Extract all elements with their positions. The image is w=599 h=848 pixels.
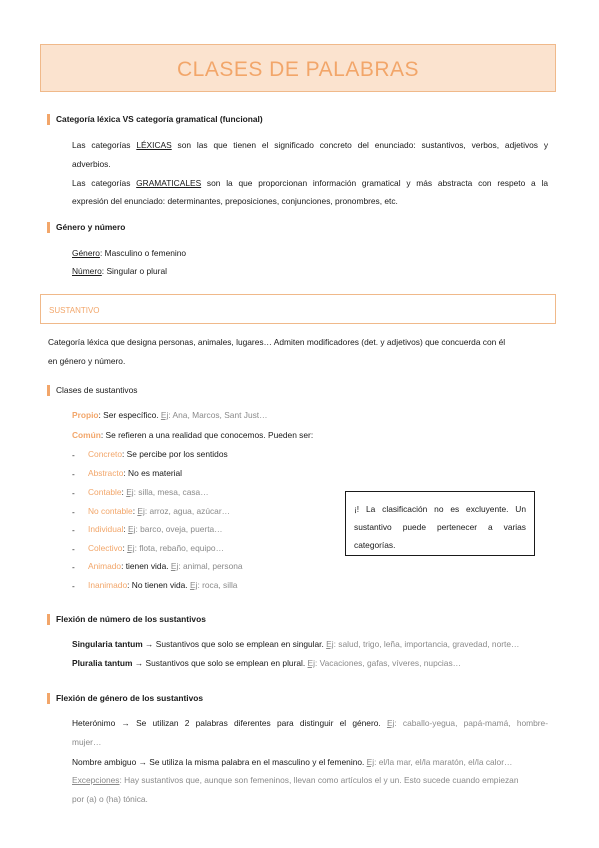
title-box bbox=[40, 44, 556, 92]
heteronimo-line: Heterónimo → Se utilizan 2 palabras diferentes para distinguir el género. Ej: caballo-yegua, papá-mamá, hombre- bbox=[72, 718, 549, 728]
sustantivo-definition-line-2: en género y número. bbox=[48, 356, 126, 366]
term-lexicas: LÉXICAS bbox=[136, 140, 172, 150]
lexical-paragraph-2: Las categorías GRAMATICALES son la que proporcionan información gramatical y más abstracta con respeto a la bbox=[72, 178, 548, 188]
note-line: categorías. bbox=[354, 540, 396, 550]
heteronimo-line-2: mujer… bbox=[72, 737, 102, 747]
lexical-paragraph-2-line-2: expresión del enunciado: determinantes, preposiciones, conjunciones, pronombres, etc. bbox=[72, 196, 398, 206]
heading-lexical: Categoría léxica VS categoría gramatical (funcional) bbox=[56, 114, 263, 124]
term-genero: Género bbox=[72, 248, 100, 258]
heading-clases: Clases de sustantivos bbox=[56, 385, 138, 395]
sustantivo-definition: Categoría léxica que designa personas, animales, lugares… Admiten modificadores (det. y adjetivos) que concuerda con él bbox=[48, 337, 506, 347]
list-item: Individual: Ej: barco, oveja, puerta… bbox=[88, 524, 223, 534]
lexical-paragraph-1: Las categorías LÉXICAS son las que tienen el significado concreto del enunciado: sustantivos, verbos, adjetivos y bbox=[72, 140, 549, 150]
page-title: CLASES DE PALABRAS bbox=[176, 58, 420, 81]
term-numero: Número bbox=[72, 266, 102, 276]
heading-genero-flex: Flexión de género de los sustantivos bbox=[56, 693, 204, 703]
excepciones-line-2: por (a) o (ha) tónica. bbox=[72, 794, 148, 804]
comun-label: Común bbox=[72, 430, 101, 440]
ambiguo-line: Nombre ambiguo → Se utiliza la misma palabra en el masculino y el femenino. Ej: el/la mar, el/la maratón, el/la calor… bbox=[72, 757, 513, 767]
section-marker bbox=[47, 693, 50, 704]
section-marker bbox=[47, 222, 50, 233]
list-item: Animado: tienen vida. Ej: animal, persona bbox=[88, 561, 243, 571]
list-item: No contable: Ej: arroz, agua, azúcar… bbox=[88, 506, 230, 516]
note-line: sustantivo puede pertenecer a varias bbox=[354, 522, 526, 532]
list-item: Abstracto: No es material bbox=[88, 468, 183, 478]
excepciones-line: Excepciones: Hay sustantivos que, aunque son femeninos, llevan como artículos el y un. Esto sucede cuando empiezan bbox=[72, 775, 519, 785]
heading-gender-number: Género y número bbox=[56, 222, 126, 232]
note-line: ¡! La clasificación no es excluyente. Un bbox=[354, 504, 526, 514]
singularia-line: Singularia tantum → Sustantivos que solo se emplean en singular. Ej: salud, trigo, leña, importancia, gravedad, norte… bbox=[72, 639, 520, 649]
sustantivo-header-box bbox=[40, 294, 556, 324]
list-item: Inanimado: No tienen vida. Ej: roca, silla bbox=[88, 580, 238, 590]
note-box bbox=[345, 491, 535, 556]
propio-line: Propio: Ser específico. Ej: Ana, Marcos, Sant Just… bbox=[72, 410, 268, 420]
genero-line: Género: Masculino o femenino bbox=[72, 248, 187, 258]
section-marker bbox=[47, 614, 50, 625]
list-item: Concreto: Se percibe por los sentidos bbox=[88, 449, 228, 459]
propio-label: Propio bbox=[72, 410, 99, 420]
pluralia-line: Pluralia tantum → Sustantivos que solo se emplean en plural. Ej: Vacaciones, gafas, víveres, nupcias… bbox=[72, 658, 462, 668]
section-marker bbox=[47, 114, 50, 125]
lexical-paragraph-1-line-2: adverbios. bbox=[72, 159, 111, 169]
section-marker bbox=[47, 385, 50, 396]
list-item: Colectivo: Ej: flota, rebaño, equipo… bbox=[88, 543, 224, 553]
list-item: Contable: Ej: silla, mesa, casa… bbox=[88, 487, 209, 497]
term-gramaticales: GRAMATICALES bbox=[136, 178, 202, 188]
comun-line: Común: Se refieren a una realidad que conocemos. Pueden ser: bbox=[72, 430, 314, 440]
sustantivo-label: SUSTANTIVO bbox=[49, 306, 100, 315]
heading-numero-flex: Flexión de número de los sustantivos bbox=[56, 614, 206, 624]
numero-line: Número: Singular o plural bbox=[72, 266, 167, 276]
